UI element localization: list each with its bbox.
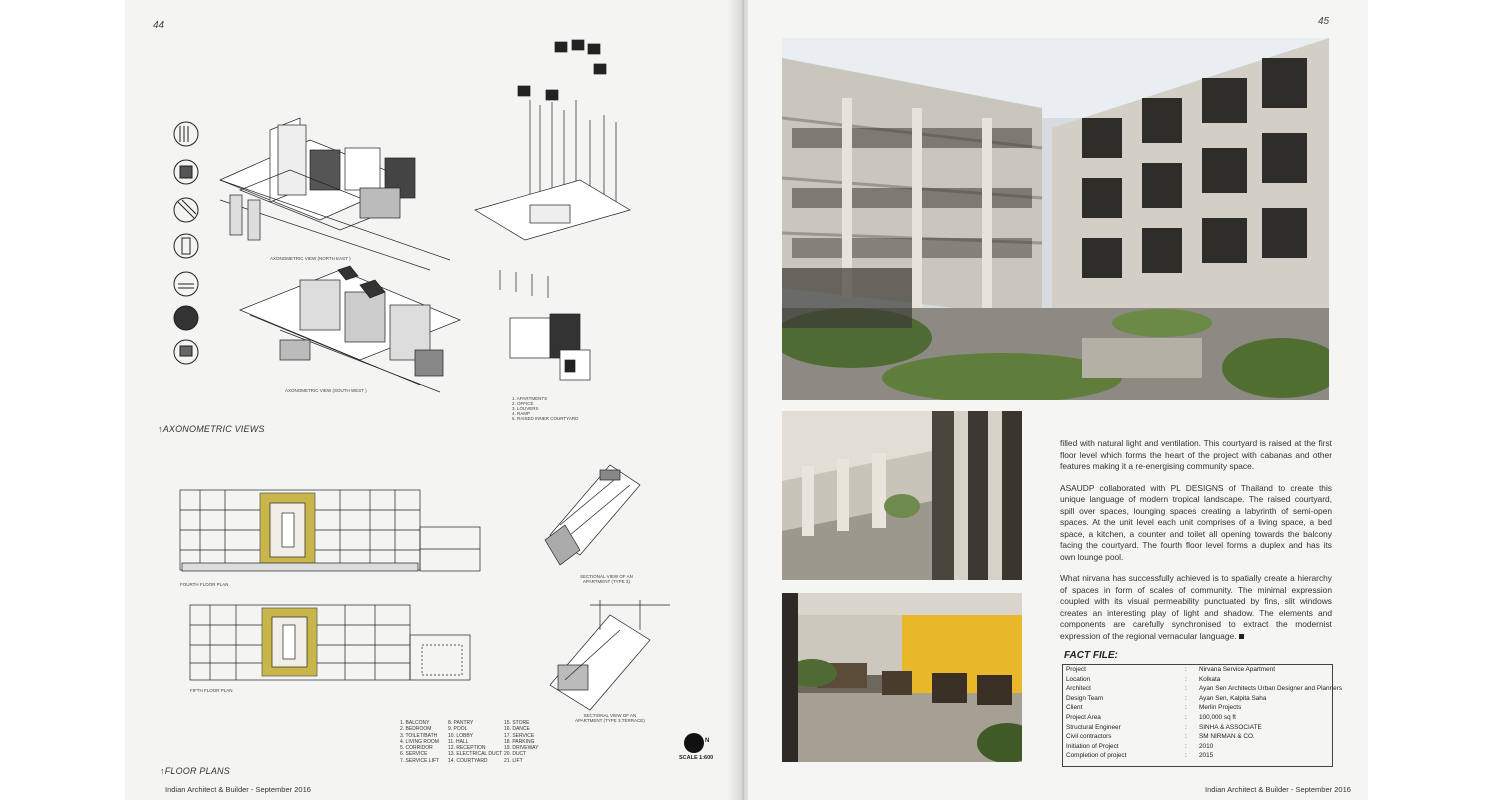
lounge-photo-image [782, 593, 1022, 762]
north-label: N [705, 738, 710, 744]
scale-label: SCALE 1:600 [679, 755, 714, 761]
lounge-photo [782, 593, 1022, 762]
fact-file-table [1062, 664, 1343, 767]
fact-row: Design Team : Ayan Sen, Kalpita Saha [1066, 694, 1267, 702]
section-type3-terrace-label: SECTIONAL VIEW OF AN APARTMENT (TYPE 3,TERRACE) [575, 713, 645, 723]
fourth-floor-plan [180, 490, 480, 571]
right-page-number: 45 [1318, 16, 1330, 27]
axon-sw-label: AXONOMETRIC VIEW (SOUTH WEST ) [285, 388, 367, 393]
axon-north-east [220, 118, 450, 270]
fact-row: Architect : Ayan Sen Architects Urban Designer and Planners [1066, 685, 1343, 693]
paragraph-1: filled with natural light and ventilation. This courtyard is raised at the first floor level which forms the heart of the project with cabanas and other features making it a re-energising community space. [1060, 438, 1332, 471]
exploded-axon [475, 40, 630, 380]
plans-caption: ↑FLOOR PLANS [160, 766, 230, 776]
fact-row: Structural Engineer : SINHA & ASSOCIATE [1066, 723, 1262, 731]
left-page-number: 44 [153, 20, 165, 31]
fact-row: Civil contractors : SM NIRMAN & CO. [1066, 733, 1255, 741]
fourth-floor-label: FOURTH FLOOR PLAN [180, 582, 229, 587]
paragraph-2: ASAUDP collaborated with PL DESIGNS of Thailand to create this unique language of modern tropical landscape. The raised courtyard, spill over spaces, lounging spaces creating a labyrinth of semi-open spaces. At the unit level each unit comprises of a living space, a bed space, a kitchen, a counter and toilet all opening towards the balcony facing the courtyard. The fourth floor level forms a duplex and has its own lounge pool. [1060, 482, 1332, 562]
fact-row: Completion of project : 2015 [1066, 752, 1214, 760]
floor-plans [170, 455, 710, 755]
legend-col-3: 15. STORE 16. DANCE 17. SERVICE 18. PARKING 19. DRIVEWAY 20. DUCT 21. LIFT [504, 720, 539, 764]
end-mark-icon [1239, 634, 1244, 639]
fifth-floor-label: FIFTH FLOOR PLAN [190, 688, 233, 693]
axon-ne-label: AXONOMETRIC VIEW (NORTH EAST ) [270, 256, 351, 261]
courtyard-photo [782, 38, 1329, 400]
paragraph-3: What nirvana has successfully achieved is to spatially create a hierarchy of spaces in form of scales of community. The minimal expression coupled with its visual permeability punctuated by fins, slit windows creates an interesting play of light and shadow. The elements and components are carefully synchronised to extract the modernist expression of the regional vernacular language. [1060, 573, 1332, 641]
courtyard-photo-image [782, 38, 1329, 400]
fact-row: Project Area : 100,000 sq ft [1066, 713, 1236, 721]
corridor-photo-image [782, 411, 1022, 580]
fact-file-title: FACT FILE: [1064, 650, 1118, 661]
left-footer: Indian Architect & Builder - September 2016 [165, 785, 311, 794]
corridor-photo [782, 411, 1022, 580]
fifth-floor-plan [190, 605, 470, 680]
axon-south-west [240, 266, 460, 392]
fact-row: Client : Merlin Projects [1066, 704, 1242, 712]
section-type3 [545, 465, 640, 565]
right-footer: Indian Architect & Builder - September 2016 [1205, 785, 1351, 794]
element-icons [174, 122, 198, 364]
fact-row: Initiation of Project : 2010 [1066, 742, 1214, 750]
axon-caption: ↑AXONOMETRIC VIEWS [158, 424, 265, 434]
axonometric-drawings [160, 30, 720, 430]
fact-row: Project : Nirvana Service Apartment [1066, 666, 1276, 673]
section-type3-terrace [550, 600, 670, 710]
fact-row: Location : Kolkata [1066, 675, 1221, 683]
north-arrow-icon [684, 733, 704, 753]
legend-col-1: 1. BALCONY 2. BEDROOM 3. TOILET/BATH 4. LIVING ROOM 5. CORRIDOR 6. SERVICE 7. SERVICE LIFT [400, 720, 440, 764]
section-type3-label: SECTIONAL VIEW OF AN APARTMENT (TYPE 3) [580, 574, 633, 584]
exploded-legend: 1. APARTMENTS 2. OFFICE 3. LOUVERS 4. RAMP 5. RAISED INNER COURTYARD [512, 396, 579, 421]
article-body [1060, 438, 1332, 652]
legend-col-2: 8. PANTRY 9. POOL 10. LOBBY 11. HALL 12. RECEPTION 13. ELECTRICAL DUCT 14. COURTYARD [448, 720, 503, 764]
